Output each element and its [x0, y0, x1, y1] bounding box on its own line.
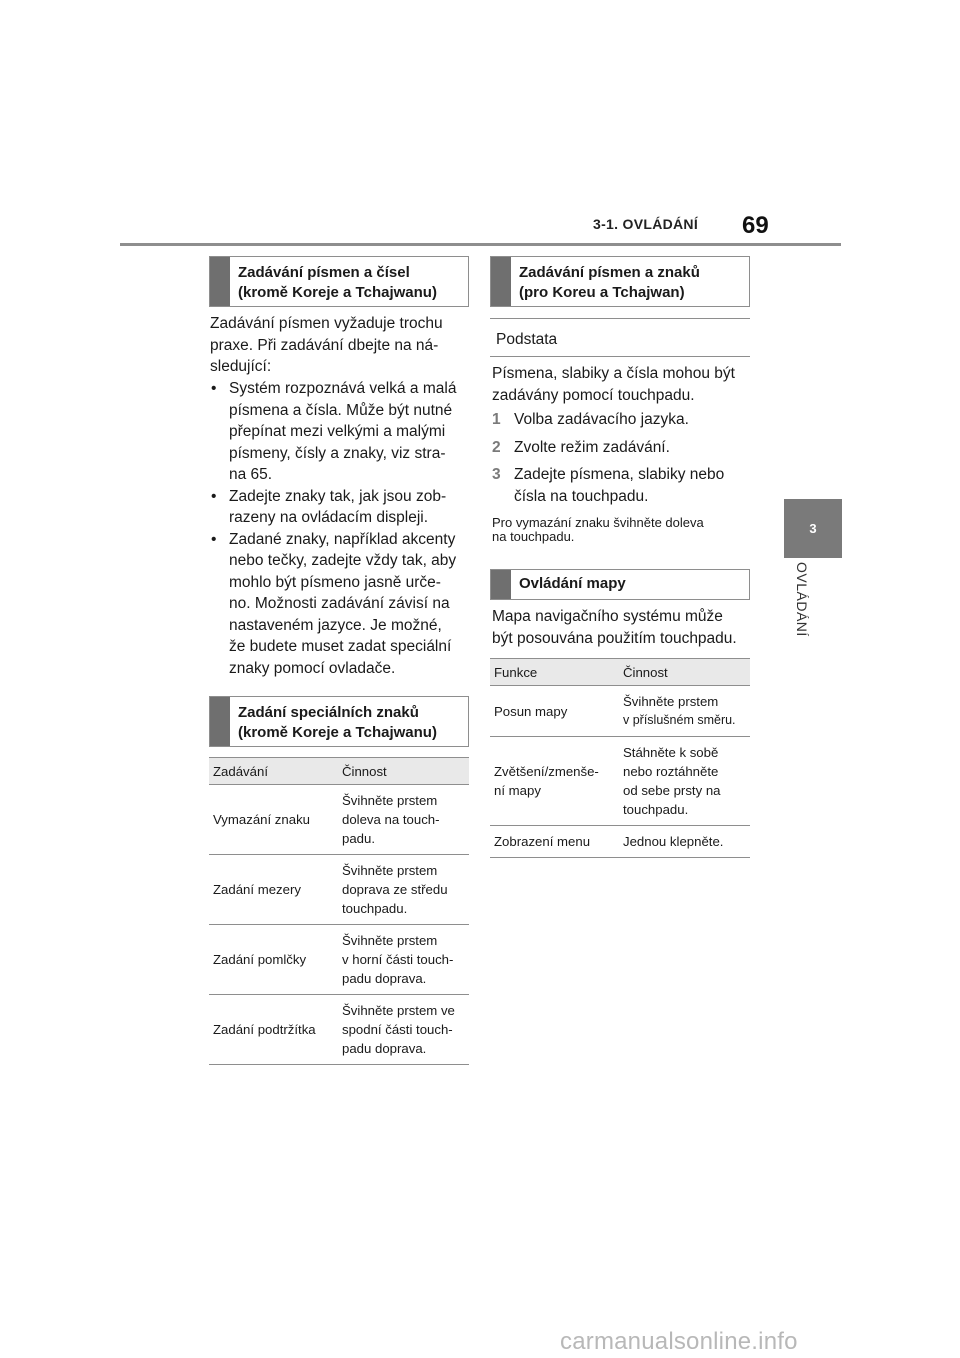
- table-cell-action: [619, 686, 750, 737]
- text-line: praxe. Při zadávání dbejte na ná-: [210, 336, 439, 354]
- chapter-tab: [784, 499, 842, 558]
- text-line: Zadávání písmen vyžaduje trochu: [210, 315, 443, 332]
- text-line: Švihněte prstem: [342, 793, 438, 808]
- table-row: [209, 925, 469, 995]
- text-line: že budete muset zadat speciální: [229, 638, 452, 655]
- table-cell-input: [209, 995, 338, 1065]
- note-text: [492, 516, 752, 544]
- text-line: doprava ze středu: [342, 882, 448, 897]
- table-row: [209, 785, 469, 855]
- table-row: [209, 995, 469, 1065]
- chapter-label-text: OVLÁDÁNÍ: [794, 562, 810, 637]
- text-line: razeny na ovládacím displeji.: [229, 509, 429, 526]
- chapter-number: 3: [809, 521, 817, 536]
- heading-text: [230, 257, 443, 306]
- text-line: ní mapy: [494, 783, 541, 798]
- step-number: 3: [492, 466, 501, 483]
- text-line: Jednou klepněte.: [623, 834, 724, 849]
- text-line: Zvolte režim zadávání.: [514, 438, 670, 456]
- text-line: spodní části touch-: [342, 1022, 453, 1037]
- text-line: čísla na touchpadu.: [514, 487, 649, 505]
- heading-bar: [210, 257, 230, 306]
- table-row: [490, 686, 750, 737]
- step-number: 1: [492, 411, 501, 428]
- text-line: na 65.: [229, 466, 273, 483]
- table-cell-action: [338, 855, 469, 925]
- text-line: Pro vymazání znaku švihněte doleva: [492, 515, 704, 530]
- map-intro-paragraph: [492, 606, 762, 649]
- steps-list: [492, 409, 762, 507]
- heading-special-chars: [209, 696, 469, 747]
- text-line: přepínat mezi velkými a malými: [229, 423, 446, 440]
- heading-line: Zadávání písmen a čísel: [238, 264, 410, 281]
- text-line: Písmena, slabiky a čísla mohou být: [492, 365, 735, 382]
- text-line: písmena a čísla. Může být nutné: [229, 401, 453, 419]
- heading-letters-numbers: [209, 256, 469, 307]
- bullet-item: [210, 378, 480, 486]
- table-header-row: [209, 758, 469, 785]
- table-row: [209, 855, 469, 925]
- text-line: touchpadu.: [623, 802, 689, 817]
- bullet-item: [210, 529, 480, 680]
- step-item: [492, 464, 762, 507]
- text-line: být posouvána použitím touchpadu.: [492, 629, 737, 647]
- heading-text: [511, 257, 706, 306]
- step-number: 2: [492, 438, 501, 456]
- text-line: Volba zadávacího jazyka.: [514, 411, 689, 428]
- heading-line: Zadávání písmen a znaků: [519, 264, 700, 281]
- text-line: Zadání pomlčky: [213, 952, 307, 967]
- header-divider: [120, 243, 841, 246]
- table-header-cell: Zadávání: [209, 758, 338, 785]
- heading-letters-chars-korea: [490, 256, 750, 307]
- text-line: zadávány pomocí touchpadu.: [492, 386, 695, 404]
- text-line: touchpadu.: [342, 901, 408, 916]
- chapter-label: [772, 562, 832, 662]
- section-title: 3-1. OVLÁDÁNÍ: [593, 216, 699, 232]
- bullet-marker: •: [211, 530, 217, 548]
- text-line: Posun mapy: [494, 703, 568, 719]
- heading-line: Ovládání mapy: [519, 575, 626, 592]
- text-line: Mapa navigačního systému může: [492, 608, 723, 625]
- table-cell-function: [490, 737, 619, 826]
- text-line: Vymazání znaku: [213, 812, 310, 827]
- text-line: nebo tečky, zadejte vždy tak, aby: [229, 552, 457, 569]
- bullet-item: [210, 486, 480, 529]
- table-cell-input: [209, 785, 338, 855]
- text-line: Systém rozpoznává velká a malá: [229, 380, 457, 397]
- heading-line: (kromě Koreje a Tchajwanu): [238, 724, 437, 741]
- text-line: od sebe prsty na: [623, 783, 721, 798]
- text-line: Švihněte prstem: [342, 863, 438, 878]
- right-intro-paragraph: [492, 363, 762, 406]
- table-header-cell: Činnost: [338, 758, 469, 785]
- intro-paragraph: [210, 313, 480, 378]
- heading-line: (pro Koreu a Tchajwan): [519, 284, 685, 301]
- watermark: carmanualsonline.info: [560, 1328, 798, 1355]
- table-header-row: [490, 659, 750, 686]
- text-line: Zadání podtržítka: [213, 1022, 316, 1037]
- special-chars-table: [209, 757, 469, 1065]
- map-control-table: [490, 658, 750, 858]
- heading-map-control: [490, 569, 750, 600]
- table-cell-function: [490, 686, 619, 737]
- text-line: Švihněte prstem: [623, 694, 719, 709]
- table-cell-function: [490, 826, 619, 858]
- text-line: Zadejte znaky tak, jak jsou zob-: [229, 487, 447, 505]
- text-line: padu doprava.: [342, 1041, 427, 1056]
- text-line: nastaveném jazyce. Je možné,: [229, 616, 442, 634]
- table-cell-action: [338, 785, 469, 855]
- step-item: [492, 409, 762, 431]
- table-cell-input: [209, 855, 338, 925]
- heading-bar: [491, 257, 511, 306]
- text-line: Zadané znaky, například akcenty: [229, 530, 456, 548]
- heading-bar: [210, 697, 230, 746]
- heading-text: [230, 697, 443, 746]
- heading-bar: [491, 570, 511, 599]
- bullet-marker: •: [211, 487, 217, 505]
- bullet-marker: •: [211, 380, 217, 397]
- subheading-basics: [490, 318, 750, 357]
- bullet-list: [210, 378, 480, 679]
- step-item: [492, 437, 762, 459]
- heading-text: [511, 570, 632, 599]
- text-line: Zvětšení/zmenše-: [494, 764, 599, 779]
- page-number: 69: [742, 212, 769, 239]
- table-row: [490, 737, 750, 826]
- text-line: Zadejte písmena, slabiky nebo: [514, 466, 725, 483]
- table-cell-input: [209, 925, 338, 995]
- table-cell-action: [619, 826, 750, 858]
- text-line: Švihněte prstem ve: [342, 1003, 455, 1018]
- text-line: písmeny, čísly a znaky, viz stra-: [229, 444, 446, 462]
- text-line: padu doprava.: [342, 971, 427, 986]
- table-cell-action: [619, 737, 750, 826]
- subheading-text: Podstata: [496, 331, 558, 348]
- table-row: [490, 826, 750, 858]
- text-line: no. Možnosti zadávání závisí na: [229, 595, 450, 612]
- table-cell-action: [338, 995, 469, 1065]
- heading-line: (kromě Koreje a Tchajwanu): [238, 284, 437, 301]
- text-line: sledující:: [210, 358, 272, 375]
- text-line: mohlo být písmeno jasně urče-: [229, 573, 441, 591]
- text-line: Švihněte prstem: [342, 933, 438, 948]
- text-line: Zobrazení menu: [494, 834, 591, 849]
- text-line: Zadání mezery: [213, 882, 301, 897]
- text-line: doleva na touch-: [342, 812, 440, 827]
- text-line: znaky pomocí ovladače.: [229, 659, 396, 677]
- table-header-cell: Funkce: [490, 659, 619, 686]
- text-line: na touchpadu.: [492, 529, 575, 544]
- table-cell-action: [338, 925, 469, 995]
- text-line: v horní části touch-: [342, 952, 454, 967]
- text-line: padu.: [342, 831, 376, 846]
- text-line: nebo roztáhněte: [623, 764, 719, 779]
- text-line: v příslušném směru.: [623, 713, 736, 727]
- text-line: Stáhněte k sobě: [623, 745, 719, 760]
- heading-line: Zadání speciálních znaků: [238, 704, 419, 721]
- table-header-cell: Činnost: [619, 659, 750, 686]
